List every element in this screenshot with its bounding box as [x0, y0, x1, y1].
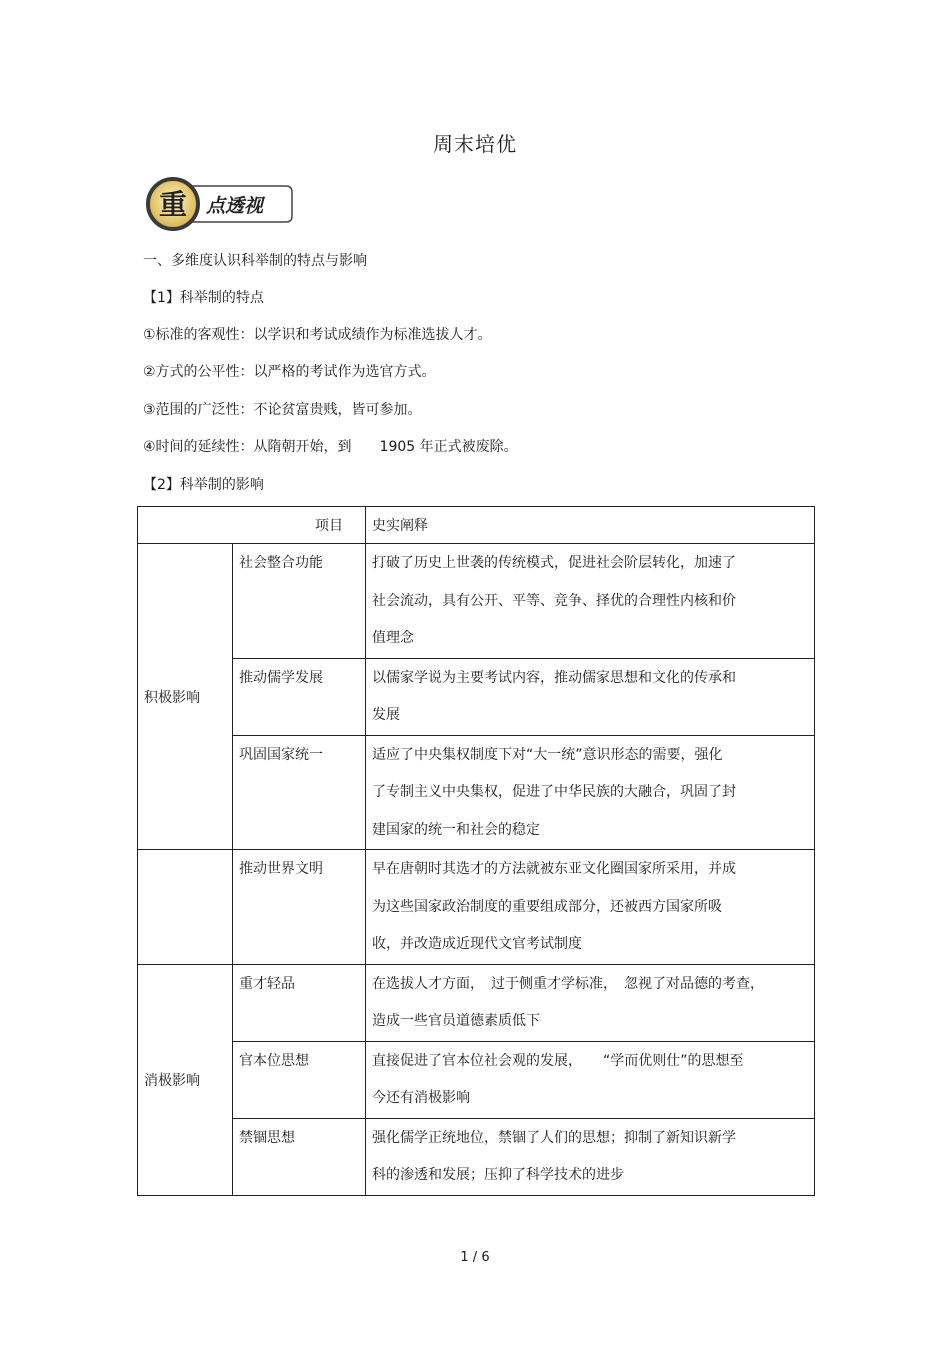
table-row — [138, 735, 815, 850]
row-facts: 在选拔人才方面， 过于侧重才学标准， 忽视了对品德的考查， 造成一些官员道德素质低下 — [366, 964, 815, 1041]
section-2-title: 【2】科举制的影响 — [143, 477, 264, 493]
point-3: ③范围的广泛性：不论贫富贵贱，皆可参加。 — [143, 402, 422, 418]
row-facts: 适应了中央集权制度下对“大一统”意识形态的需要，强化 了专制主义中央集权，促进了中华民族的大融合，巩固了封 建国家的统一和社会的稳定 — [366, 735, 815, 850]
table-row — [138, 850, 815, 965]
badge-text: 点透视 — [206, 195, 264, 217]
section-1-title: 【1】科举制的特点 — [143, 290, 264, 306]
point-1: ①标准的客观性：以学识和考试成绩作为标准选拔人才。 — [143, 327, 492, 343]
row-item: 社会整合功能 — [233, 544, 366, 659]
header-facts: 史实阐释 — [366, 507, 815, 544]
category-positive: 积极影响 — [138, 544, 233, 850]
row-item: 重才轻品 — [233, 964, 366, 1041]
row-item: 官本位思想 — [233, 1041, 366, 1118]
row-facts: 早在唐朝时其选才的方法就被东亚文化圈国家所采用，并成 为这些国家政治制度的重要组成部分，还被西方国家所吸 收，并改造成近现代文官考试制度 — [366, 850, 815, 965]
table-row — [138, 544, 815, 659]
row-facts: 强化儒学正统地位，禁锢了人们的思想；抑制了新知识新学 科的渗透和发展；压抑了科学技术的进步 — [366, 1118, 815, 1195]
table-row — [138, 658, 815, 735]
badge-char: 重 — [158, 188, 188, 221]
row-item: 推动儒学发展 — [233, 658, 366, 735]
point-4: ④时间的延续性：从隋朝开始，到 1905 年正式被废除。 — [143, 439, 518, 455]
table-row — [138, 1118, 815, 1195]
point-2: ②方式的公平性：以严格的考试作为选官方式。 — [143, 364, 436, 380]
row-facts: 以儒家学说为主要考试内容，推动儒家思想和文化的传承和 发展 — [366, 658, 815, 735]
row-item: 禁锢思想 — [233, 1118, 366, 1195]
table-row — [138, 964, 815, 1041]
row-facts: 打破了历史上世袭的传统模式，促进社会阶层转化，加速了 社会流动，具有公开、平等、竞争、择优的合理性内核和价 值理念 — [366, 544, 815, 659]
influence-table — [137, 506, 815, 1196]
header-item: 项目 — [138, 507, 366, 544]
table-row — [138, 1041, 815, 1118]
row-item: 巩固国家统一 — [233, 735, 366, 850]
heading-1: 一、多维度认识科举制的特点与影响 — [143, 253, 367, 269]
page-title: 周末培优 — [433, 132, 517, 156]
table-header-row — [138, 507, 815, 544]
key-points-badge — [146, 176, 296, 232]
row-facts: 直接促进了官本位社会观的发展， “学而优则仕”的思想至 今还有消极影响 — [366, 1041, 815, 1118]
category-empty — [138, 850, 233, 965]
row-item: 推动世界文明 — [233, 850, 366, 965]
page-number: 1 / 6 — [460, 1250, 490, 1265]
category-negative: 消极影响 — [138, 964, 233, 1195]
